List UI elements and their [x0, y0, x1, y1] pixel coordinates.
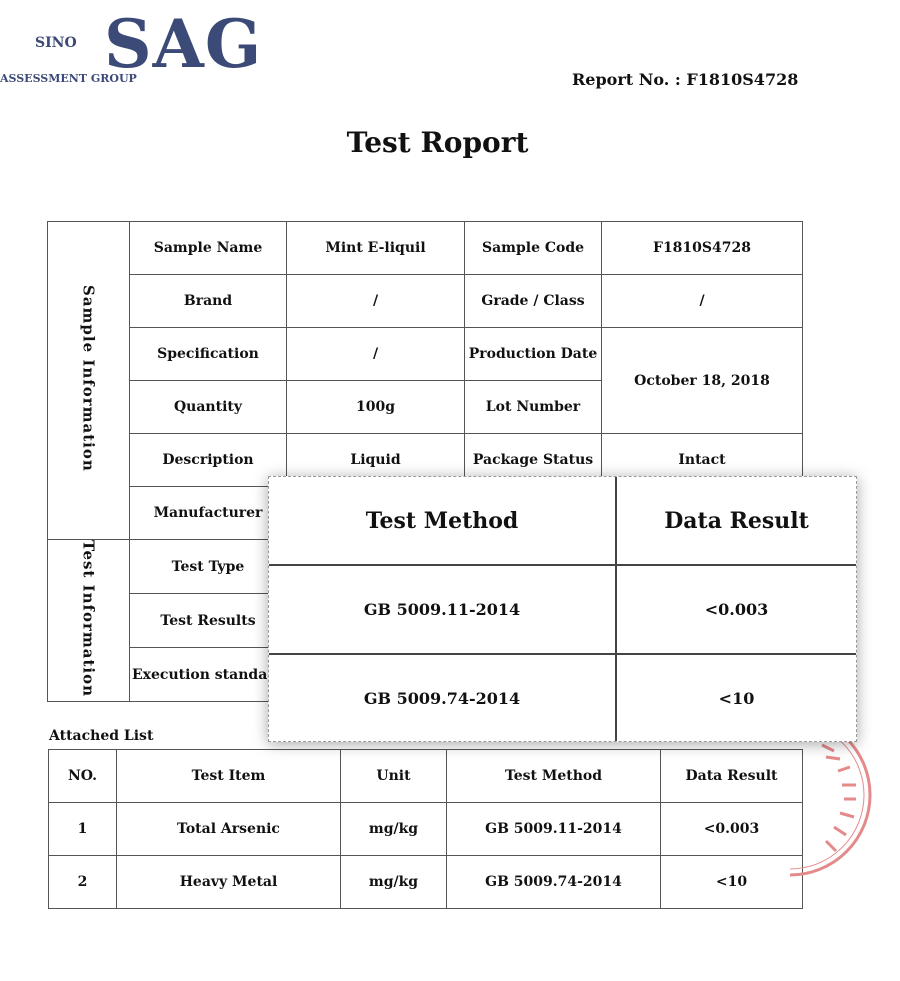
document-title: Test Roport [346, 126, 529, 159]
popup-row [269, 565, 856, 654]
column-header-data-result: Data Result [661, 750, 803, 803]
popup-header-data-result: Data Result [616, 477, 856, 565]
table-row [48, 275, 803, 328]
test-item: Total Arsenic [117, 803, 341, 856]
manufacturer-label: Manufacturer [130, 487, 287, 540]
test-item: Heavy Metal [117, 856, 341, 909]
brand-label: Brand [130, 275, 287, 328]
test-results-label: Test Results [130, 594, 287, 648]
sample-name-value: Mint E-liquil [287, 222, 465, 275]
data-result: <10 [661, 856, 803, 909]
sample-name-label: Sample Name [130, 222, 287, 275]
grade-class-label: Grade / Class [465, 275, 602, 328]
grade-class-value: / [602, 275, 803, 328]
popup-data-result: <0.003 [616, 565, 856, 654]
execution-standard-label: Execution standa [130, 648, 287, 702]
row-number: 2 [49, 856, 117, 909]
unit: mg/kg [341, 803, 447, 856]
description-value: Liquid [287, 434, 465, 487]
popup-table [269, 477, 856, 741]
test-information-group-cell [48, 540, 130, 702]
test-method: GB 5009.11-2014 [447, 803, 661, 856]
method-result-popup [268, 476, 857, 742]
table-row [49, 856, 803, 909]
column-header-test-item: Test Item [117, 750, 341, 803]
package-status-label: Package Status [465, 434, 602, 487]
description-label: Description [130, 434, 287, 487]
table-row [48, 328, 803, 381]
column-header-unit: Unit [341, 750, 447, 803]
production-date-label: Production Date [465, 328, 602, 381]
popup-data-result: <10 [616, 654, 856, 741]
lot-number-label: Lot Number [465, 381, 602, 434]
popup-test-method: GB 5009.11-2014 [269, 565, 616, 654]
logo-sino-text: SINO [35, 35, 77, 51]
popup-row [269, 654, 856, 741]
logo-sag-text: SAG [104, 5, 263, 83]
quantity-label: Quantity [130, 381, 287, 434]
sample-information-label: Sample Information [79, 285, 98, 472]
table-row [49, 803, 803, 856]
popup-header-test-method: Test Method [269, 477, 616, 565]
attached-list-table [48, 749, 803, 909]
table-row [48, 222, 803, 275]
sample-code-value: F1810S4728 [602, 222, 803, 275]
specification-label: Specification [130, 328, 287, 381]
attached-list-label: Attached List [49, 728, 154, 744]
brand-value: / [287, 275, 465, 328]
test-information-label: Test Information [79, 540, 98, 697]
sample-information-group-cell [48, 222, 130, 540]
sample-code-label: Sample Code [465, 222, 602, 275]
data-result: <0.003 [661, 803, 803, 856]
column-header-no: NO. [49, 750, 117, 803]
popup-test-method: GB 5009.74-2014 [269, 654, 616, 741]
report-number: Report No. : F1810S4728 [572, 70, 799, 89]
test-method: GB 5009.74-2014 [447, 856, 661, 909]
row-number: 1 [49, 803, 117, 856]
production-date-value: October 18, 2018 [602, 328, 803, 434]
table-header-row [49, 750, 803, 803]
quantity-value: 100g [287, 381, 465, 434]
unit: mg/kg [341, 856, 447, 909]
column-header-test-method: Test Method [447, 750, 661, 803]
test-type-label: Test Type [130, 540, 287, 594]
popup-header-row [269, 477, 856, 565]
specification-value: / [287, 328, 465, 381]
package-status-value: Intact [602, 434, 803, 487]
logo-subtitle: ASSESSMENT GROUP [0, 72, 137, 85]
